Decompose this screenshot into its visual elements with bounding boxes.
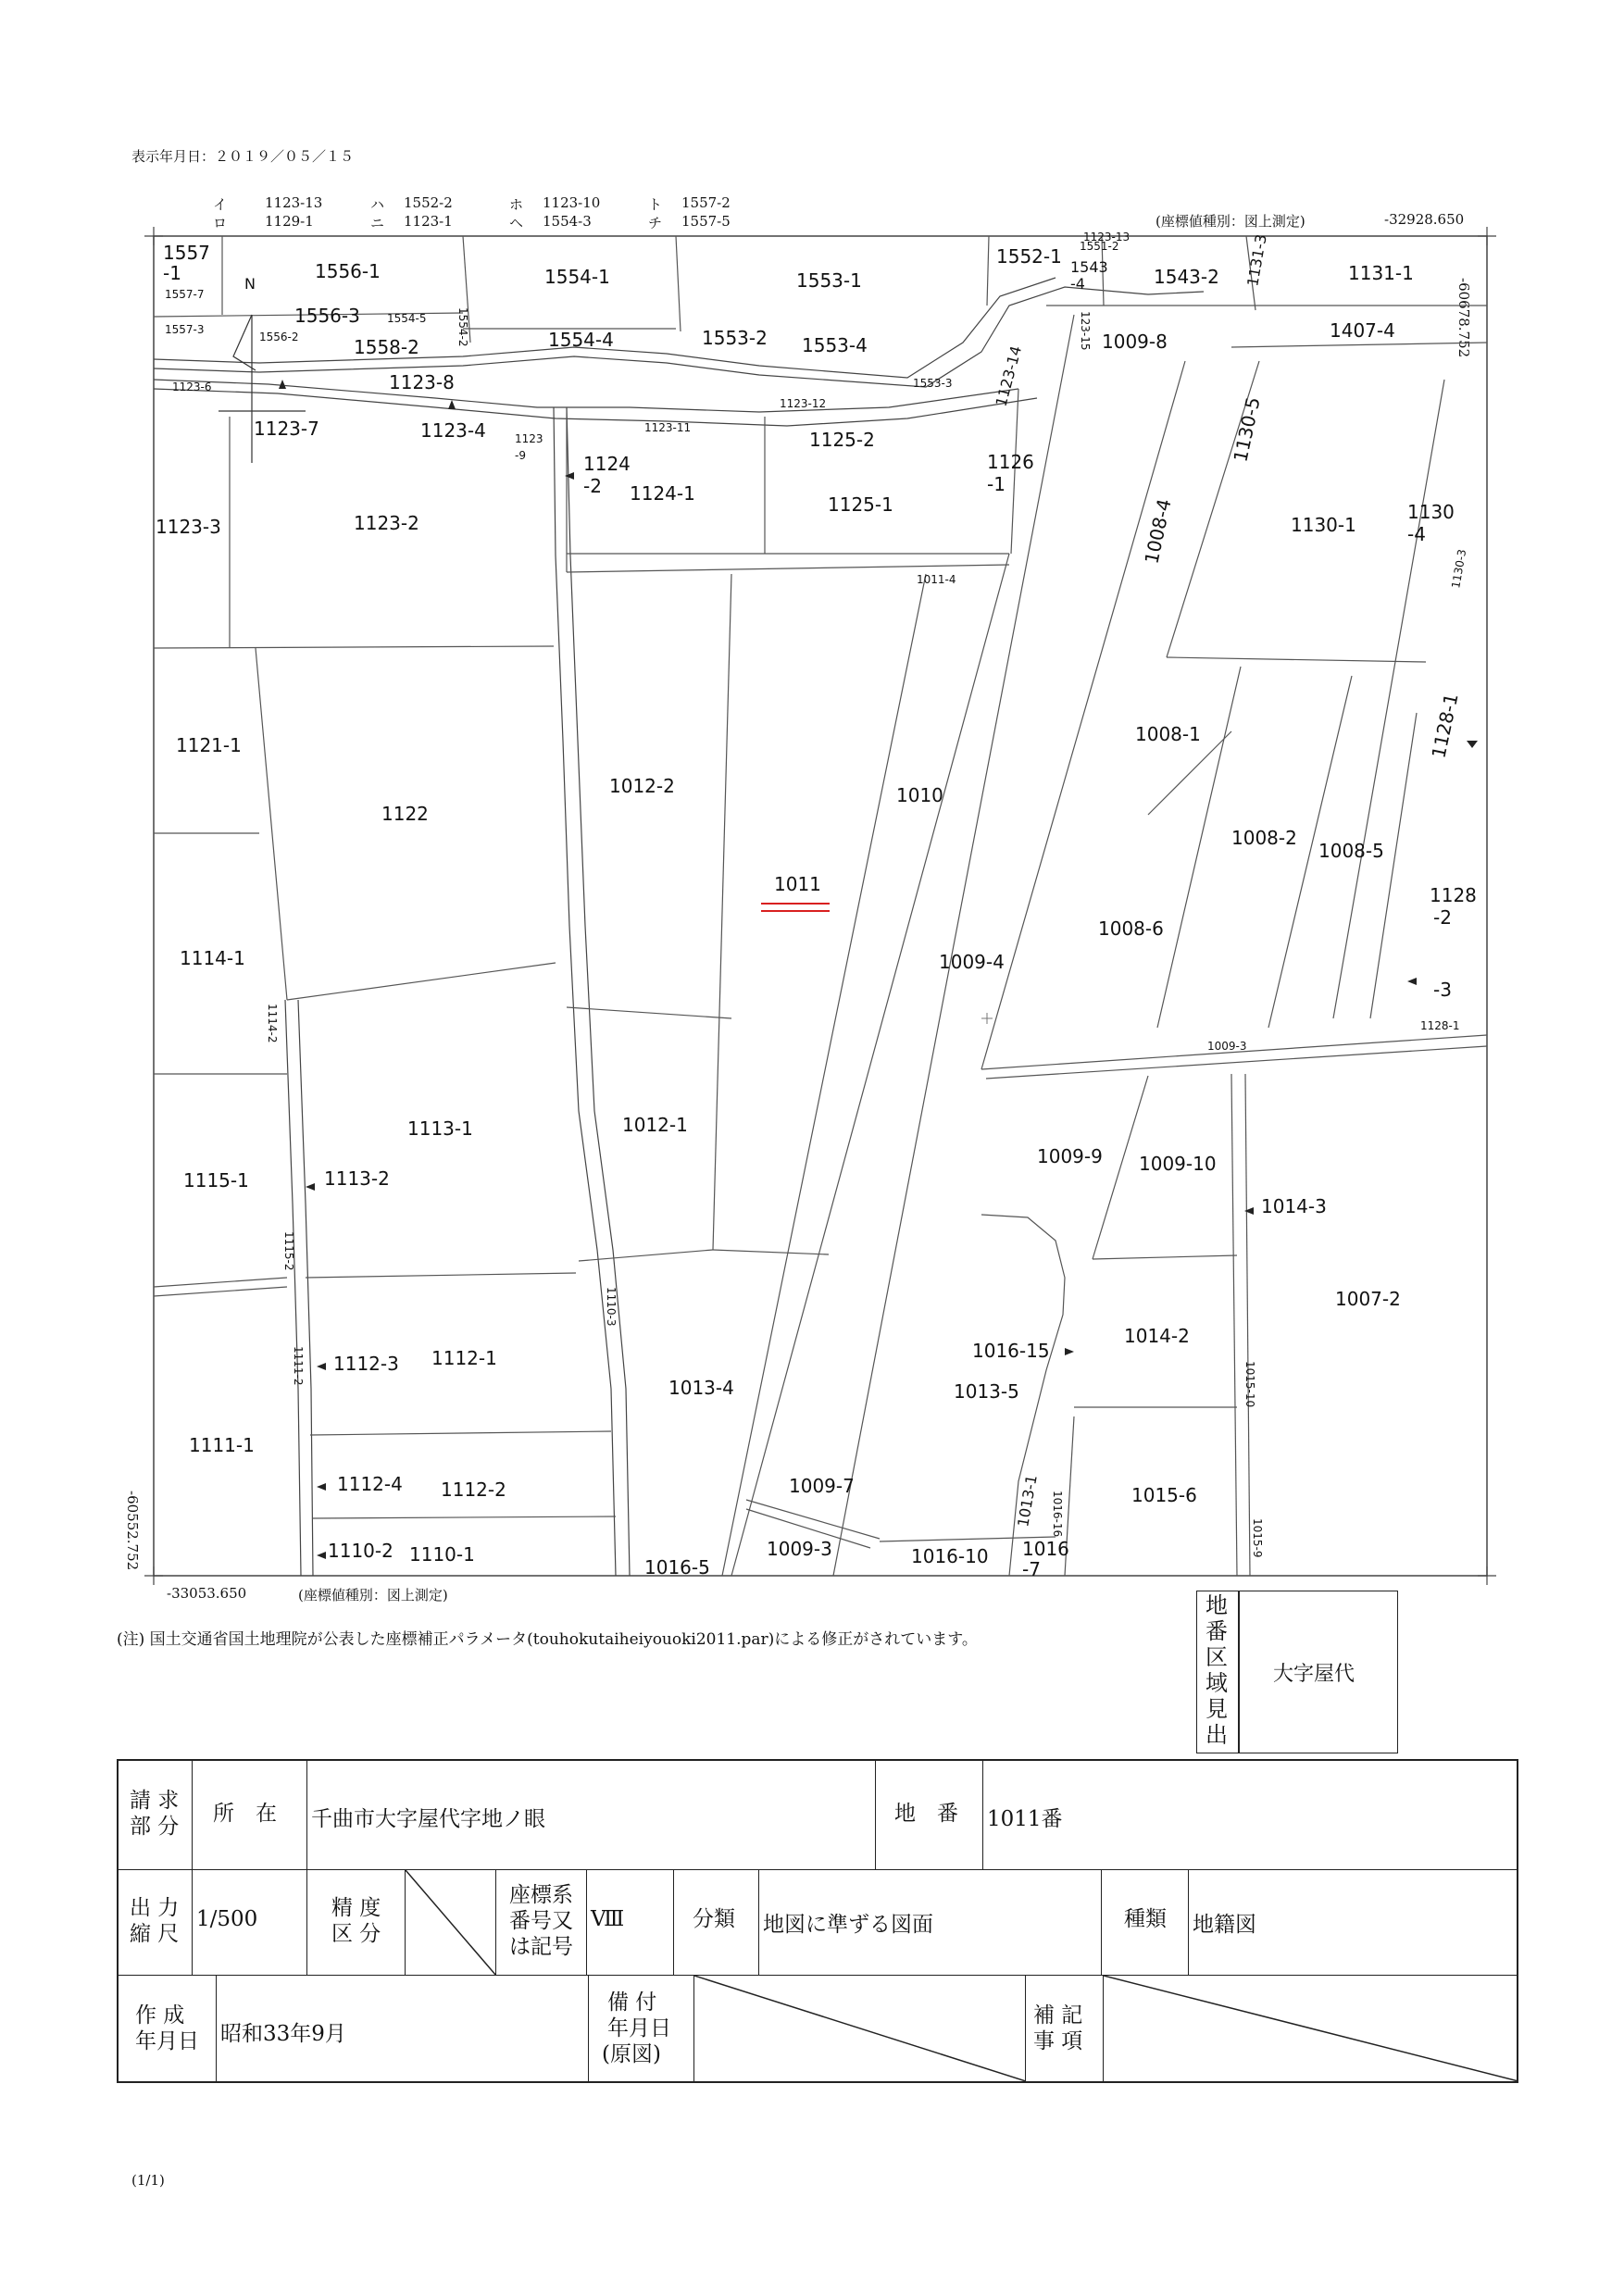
coord-system-value: Ⅷ [591, 1907, 625, 1931]
parcel-label: 1557-7 [165, 288, 205, 301]
parcel-label: 1556-3 [294, 305, 360, 327]
parcel-label: 1114-1 [180, 947, 245, 969]
remarks-label-cell [589, 1976, 694, 2081]
coord-bottom-left: -33053.650 [167, 1585, 247, 1602]
index-divider [1238, 1591, 1240, 1753]
parcel-line [676, 236, 681, 331]
parcel-label: 1013-1 [1014, 1473, 1041, 1529]
parcel-label: -4 [1407, 523, 1426, 545]
parcel-line [154, 646, 554, 648]
parcel-label: 1553-3 [913, 377, 953, 390]
parcel-label: 1013-4 [668, 1377, 734, 1399]
parcel-label: 1552-1 [996, 245, 1062, 268]
parcel-line [256, 648, 287, 1000]
index-header-char: 出 [1206, 1722, 1228, 1748]
legend-value: 1554-3 [543, 213, 592, 230]
parcel-label: 1123-14 [992, 343, 1026, 409]
parcel-label: 1123-13 [1083, 231, 1131, 243]
coord-system-label: は記号 [509, 1935, 573, 1959]
class-label-cell [674, 1870, 759, 1976]
parcel-label: 1557-3 [165, 323, 205, 336]
parcel-label: 1123-4 [420, 419, 486, 442]
class-value: 地図に準ずる図面 [763, 1913, 933, 1937]
parcel-label: -3 [1433, 979, 1452, 1001]
parcel-label: 1112-3 [333, 1353, 399, 1375]
legend-mark: ロ [213, 215, 228, 231]
created-value: 昭和33年9月 [220, 2022, 346, 2046]
legend-value: 1123-1 [404, 213, 453, 230]
parcel-label: 1010 [896, 784, 943, 806]
parcel-label: 1009-4 [939, 951, 1005, 973]
parcel-line [310, 1431, 611, 1435]
parcel-line [313, 1516, 616, 1518]
legend-mark: ハ [370, 196, 385, 213]
coord-system-label: 座標系 [509, 1883, 573, 1907]
parcel-label: 1110-2 [328, 1540, 394, 1562]
road-edge [285, 1000, 301, 1576]
remarks-label: 年月日 [607, 2016, 671, 2040]
parcel-label: 1553-4 [802, 334, 868, 356]
parcel-label: 1110-3 [605, 1287, 618, 1327]
created-label: 年月日 [135, 2029, 199, 2053]
parcel-label: 1008-6 [1098, 917, 1164, 940]
parcel-line [579, 1250, 713, 1261]
pointer-mark [1407, 978, 1417, 985]
pointer-mark [1467, 741, 1478, 748]
parcel-label: 1016-16 [1051, 1491, 1064, 1538]
parcel-label: 1113-1 [407, 1117, 473, 1140]
parcel-label: 1008-1 [1135, 723, 1201, 745]
legend-value: 1123-13 [265, 194, 323, 211]
legend-value: 1123-10 [543, 194, 601, 211]
parcel-label: 1009-9 [1037, 1145, 1103, 1167]
parcel-label: 1014-3 [1261, 1195, 1327, 1217]
parcel-label: 1128-1 [1427, 691, 1463, 761]
parcel-line [1370, 713, 1417, 1018]
scale-label: 縮 尺 [130, 1922, 180, 1946]
parcel-line [713, 1250, 829, 1254]
pointer-mark [1244, 1207, 1254, 1215]
parcel-label: 1007-2 [1335, 1288, 1401, 1310]
info-table [117, 1759, 1518, 2083]
road-edge [567, 407, 630, 1576]
parcel-label: 1111-2 [292, 1346, 305, 1386]
type-value: 地籍図 [1193, 1913, 1256, 1937]
parcel-label: 1543-2 [1154, 266, 1219, 288]
coord-system-label-cell [496, 1870, 587, 1976]
precision-label: 区 分 [331, 1922, 381, 1946]
parcel-label: 1131-1 [1348, 262, 1414, 284]
parcel-label: -4 [1070, 275, 1085, 293]
parcel-label: 1009-3 [767, 1538, 832, 1560]
legend-mark: ヘ [509, 215, 524, 231]
north-label: N [244, 275, 256, 293]
parcel-label: 1126 [987, 451, 1034, 473]
coord-top-right: -32928.650 [1384, 211, 1465, 228]
lot-value-cell [983, 1761, 1518, 1870]
coord-left-side: -60552.752 [124, 1491, 141, 1571]
location-value-cell [307, 1761, 876, 1870]
display-date: 表示年月日：２０１９／０５／１５ [131, 148, 355, 165]
remarks-label: 備 付 [607, 1990, 657, 2015]
parcel-label: 1016-15 [972, 1340, 1050, 1362]
lot-label: 地 番 [894, 1802, 958, 1826]
type-label: 種類 [1124, 1907, 1167, 1931]
type-label-cell [1102, 1870, 1189, 1976]
type-value-cell [1189, 1870, 1518, 1976]
pointer-marks [279, 380, 1478, 1559]
class-label: 分類 [693, 1907, 735, 1931]
precision-value-cell [406, 1870, 496, 1976]
scale-label-cell [119, 1870, 193, 1976]
parcel-label: 1125-1 [828, 493, 893, 516]
index-header-char: 区 [1206, 1644, 1228, 1670]
coord-system-value-cell [587, 1870, 674, 1976]
parcel-label: -2 [583, 475, 602, 497]
parcel-label: 1123-8 [389, 371, 455, 393]
legend-mark: ト [648, 196, 663, 213]
parcel-label: 1130-3 [1449, 548, 1469, 590]
parcel-line [567, 565, 1009, 572]
road-edge [154, 278, 1056, 378]
road-edge [554, 407, 616, 1576]
parcel-label: 1016-5 [644, 1556, 710, 1578]
parcel-line [746, 1500, 880, 1539]
parcel-label: 1554-1 [544, 266, 610, 288]
parcel-label: 1124-1 [630, 482, 695, 505]
legend-value: 1557-5 [681, 213, 731, 230]
parcel-label: 1130 [1407, 501, 1455, 523]
footnote: (注) 国土交通省国土地理院が公表した座標補正パラメータ(touhokutaiheiyouoki2011.par)による修正がされています。 [117, 1630, 978, 1649]
supplement-value-cell [1104, 1976, 1518, 2081]
lot-value: 1011番 [987, 1807, 1063, 1831]
road-edge [298, 1000, 313, 1576]
scale-value: 1/500 [196, 1907, 258, 1931]
legend-mark: ニ [370, 215, 385, 231]
pointer-mark [317, 1363, 326, 1370]
parcel-label: 1553-2 [702, 327, 768, 349]
parcel-line [306, 1273, 576, 1278]
target-parcel-label: 1011 [774, 873, 821, 895]
parcel-label: 1553-1 [796, 269, 862, 292]
supplement-label: 補 記 [1033, 2003, 1083, 2028]
parcel-label: 1554-2 [456, 307, 469, 347]
parcel-line [1157, 667, 1241, 1028]
parcel-line [1245, 1074, 1250, 1576]
legend-value: 1129-1 [265, 213, 314, 230]
index-header-char: 見 [1206, 1696, 1228, 1722]
parcel-label: 1013-5 [954, 1380, 1019, 1403]
parcel-line [1167, 657, 1426, 662]
parcel-line [1231, 343, 1487, 347]
parcel-label: 1110-1 [409, 1543, 475, 1566]
parcel-label: 1130-1 [1291, 514, 1356, 536]
parcel-label: 1124 [583, 453, 631, 475]
pointer-mark [317, 1552, 326, 1559]
parcel-label: 1112-2 [441, 1479, 506, 1501]
parcel-label: 1128-1 [1420, 1019, 1460, 1032]
parcel-label: -7 [1022, 1558, 1041, 1580]
parcel-line [1333, 380, 1444, 1018]
pointer-mark [317, 1483, 326, 1491]
parcel-label: 1012-1 [622, 1114, 688, 1136]
parcel-label: -9 [515, 449, 526, 462]
parcel-label: 1554-5 [387, 312, 427, 325]
parcel-label: 1128 [1430, 884, 1477, 906]
pointer-mark [306, 1183, 315, 1191]
parcel-label: 1123-7 [254, 418, 319, 440]
parcel-label: 1111-1 [189, 1434, 255, 1456]
legend-mark: ホ [509, 196, 524, 213]
parcel-label: 1114-2 [266, 1004, 279, 1043]
coord-system-label: 番号又 [509, 1909, 573, 1933]
lot-label-cell [876, 1761, 983, 1870]
parcel-label: 1014-2 [1124, 1325, 1190, 1347]
page-number: (1/1) [131, 2172, 165, 2189]
precision-label: 精 度 [331, 1896, 381, 1920]
index-header-char: 番 [1206, 1618, 1228, 1644]
parcel-label: 1130-5 [1229, 394, 1265, 465]
parcel-label: 1558-2 [354, 336, 419, 358]
parcel-label: 1015-10 [1243, 1361, 1256, 1408]
parcel-label: 1011-4 [917, 573, 956, 586]
parcel-line [154, 1287, 287, 1296]
supplement-label: 事 項 [1033, 2029, 1083, 2053]
location-label-cell [193, 1761, 307, 1870]
parcel-label: 1123 [515, 432, 543, 445]
request-label-cell [119, 1761, 193, 1870]
parcel-label: 1123-2 [354, 512, 419, 534]
parcel-label: -1 [987, 473, 1006, 495]
pointer-mark [448, 400, 456, 409]
parcel-label: 1009-10 [1139, 1153, 1217, 1175]
parcel-label: 1121-1 [176, 734, 242, 756]
legend-mark: チ [648, 215, 663, 231]
created-label: 作 成 [135, 2003, 185, 2028]
parcel-line [987, 236, 989, 306]
parcel-label: 1407-4 [1330, 319, 1395, 342]
parcel-label: 1123-3 [156, 516, 221, 538]
parcel-line [567, 1007, 731, 1018]
parcel-label: 1556-2 [259, 331, 299, 343]
parcel-label: 1008-4 [1140, 496, 1176, 567]
parcel-label: 123-15 [1079, 311, 1092, 351]
parcel-label: 1015-9 [1251, 1518, 1264, 1558]
parcel-label: 1009-3 [1207, 1040, 1247, 1053]
parcel-label: 1554-4 [548, 329, 614, 351]
parcel-label: 1008-2 [1231, 827, 1297, 849]
parcel-label: -2 [1433, 906, 1452, 929]
parcel-label: 1012-2 [609, 775, 675, 797]
parcel-label: 1131-3 [1243, 232, 1270, 288]
parcel-label: 1009-8 [1102, 331, 1168, 353]
pointer-mark [279, 380, 286, 389]
parcel-line [154, 1278, 287, 1287]
remarks-value-cell [694, 1976, 1026, 2081]
parcel-line [1093, 1255, 1237, 1259]
parcel-line [731, 554, 1009, 1576]
legend-value: 1552-2 [404, 194, 453, 211]
index-header-char: 地 [1206, 1592, 1228, 1618]
parcel-label: 1123-11 [644, 421, 692, 434]
coord-type-bottom: (座標値種別：図上測定) [298, 1587, 448, 1603]
remarks-label: (原図) [602, 2042, 661, 2066]
parcel-line [722, 574, 926, 1576]
created-value-cell [217, 1976, 589, 2081]
parcel-line [713, 574, 731, 1250]
parcel-label: 1112-4 [337, 1473, 403, 1495]
parcel-label: 1125-2 [809, 429, 875, 451]
parcel-label: -1 [163, 262, 181, 284]
parcel-label: 1556-1 [315, 260, 381, 282]
scale-label: 出 力 [130, 1896, 180, 1920]
parcel-label: 1551-2 [1080, 240, 1119, 253]
location-label: 所 在 [213, 1802, 277, 1826]
coord-right-side: -60678.752 [1455, 278, 1472, 358]
parcel-label: 1112-1 [431, 1347, 497, 1369]
parcel-line [287, 963, 556, 1000]
parcel-label: 1009-7 [789, 1475, 855, 1497]
pointer-mark [1065, 1348, 1074, 1355]
parcel-label: 1016-10 [911, 1545, 989, 1567]
index-header-char: 域 [1206, 1670, 1228, 1696]
parcel-line [1231, 1074, 1237, 1576]
index-box [1196, 1591, 1398, 1753]
legend-value: 1557-2 [681, 194, 731, 211]
parcel-label: 1113-2 [324, 1167, 390, 1190]
parcel-label: 1008-5 [1318, 840, 1384, 862]
supplement-label-cell [1026, 1976, 1104, 2081]
parcel-label: 1123-6 [172, 381, 212, 393]
parcel-label: 1016 [1022, 1538, 1069, 1560]
parcel-label: 1115-1 [183, 1169, 249, 1192]
request-label: 部 分 [130, 1815, 180, 1839]
parcel-labels [156, 231, 1477, 1580]
parcel-label: 1123-12 [780, 397, 827, 410]
parcel-label: 1122 [381, 803, 429, 825]
scale-value-cell [193, 1870, 307, 1976]
created-label-cell [119, 1976, 217, 2081]
parcel-label: 1115-2 [282, 1231, 295, 1271]
request-label: 請 求 [130, 1789, 180, 1813]
class-value-cell [759, 1870, 1102, 1976]
index-value: 大字屋代 [1273, 1663, 1355, 1686]
parcel-label: 1015-6 [1131, 1484, 1197, 1506]
location-value: 千曲市大字屋代字地ノ眼 [311, 1807, 545, 1831]
parcel-label: 1557 [163, 242, 210, 264]
precision-label-cell [307, 1870, 406, 1976]
coord-type-top: (座標値種別：図上測定) [1156, 213, 1305, 230]
legend-mark: イ [213, 196, 228, 213]
parcel-label: 1543 [1070, 258, 1108, 276]
